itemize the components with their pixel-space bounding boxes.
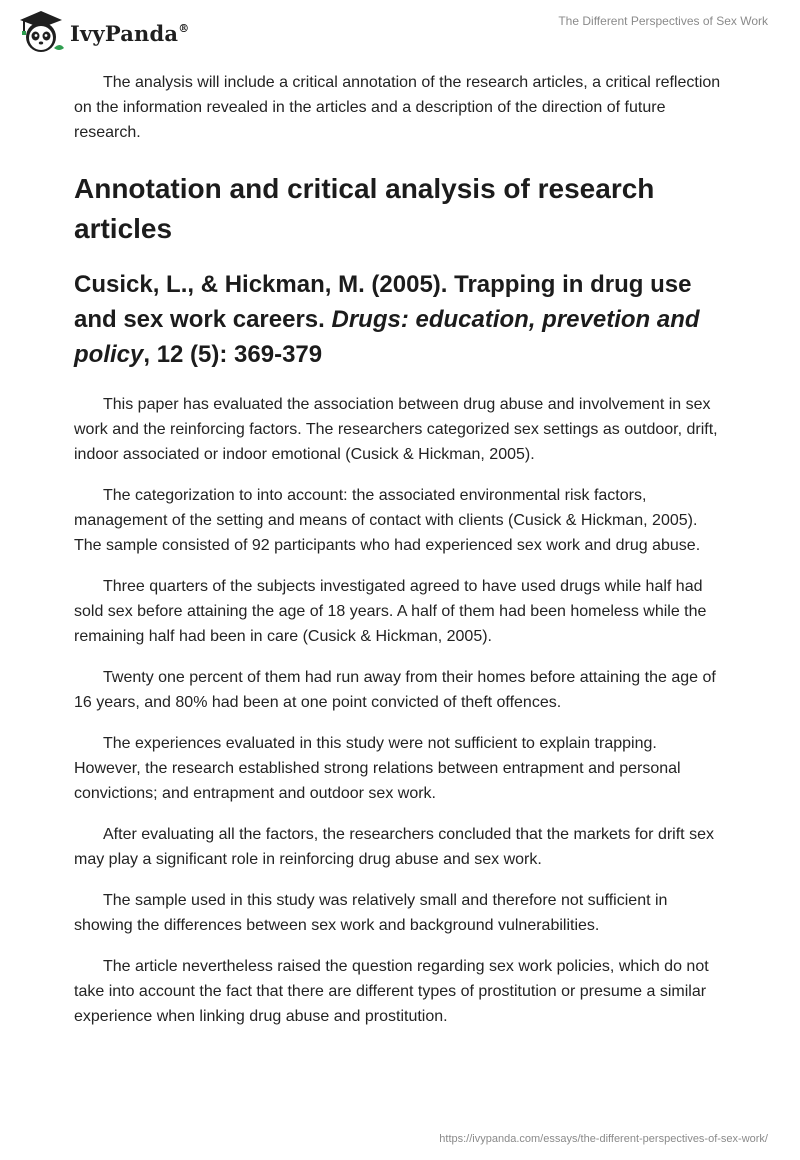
body-paragraph: The experiences evaluated in this study were not sufficient to explain trapping. However, the research established strong relations between entrapment and personal convictions; and entrapment and outdoor sex work. [74,735,681,802]
reference-authors-title: Cusick, L., & Hickman, M. (2005). Trapping in drug use and sex work careers. [74,271,692,333]
reference-journal: Drugs: education, prevetion and policy [74,306,700,368]
body-paragraph: Twenty one percent of them had run away from their homes before attaining the age of 16 years, and 80% had been at one point convicted of theft offences. [74,669,716,711]
reference-volume-pages: , 12 (5): 369-379 [143,341,323,368]
page-header [0,0,800,64]
intro-paragraph: The analysis will include a critical annotation of the research articles, a critical reflection on the information revealed in the articles and a description of the direction of future research. [74,74,721,141]
body-paragraph: This paper has evaluated the association between drug abuse and involvement in sex work and the reinforcing factors. The researchers categorized sex settings as outdoor, drift, indoor associated or indoor emotional (Cusick & Hickman, 2005). [74,396,718,463]
body-paragraph: Three quarters of the subjects investigated agreed to have used drugs while half had sold sex before attaining the age of 18 years. A half of them had been homeless while the remaining half had been in care (Cusick & Hickman, 2005). [74,578,707,645]
section-heading: Annotation and critical analysis of research articles [74,173,655,244]
body-paragraph: After evaluating all the factors, the researchers concluded that the markets for drift sex may play a significant role in reinforcing drug abuse and sex work. [74,826,714,868]
body-paragraph: The sample used in this study was relatively small and therefore not sufficient in showing the differences between sex work and background vulnerabilities. [74,892,668,934]
body-paragraph: The categorization to into account: the associated environmental risk factors, management of the setting and means of contact with clients (Cusick & Hickman, 2005). The sample consisted of 92 participants who had experienced sex work and drug abuse. [74,487,701,554]
essay-body [74,70,726,1045]
running-title: The Different Perspectives of Sex Work [558,14,768,28]
logo-wordmark: IvyPanda® [70,20,190,46]
source-url[interactable]: https://ivypanda.com/essays/the-different-perspectives-of-sex-work/ [439,1133,768,1145]
reference-heading [74,267,726,372]
panda-graduate-icon [14,8,68,56]
ivypanda-logo[interactable] [14,8,189,56]
body-paragraph: The article nevertheless raised the question regarding sex work policies, which do not take into account the fact that there are different types of prostitution or presume a similar experience when linking drug abuse and prostitution. [74,958,709,1025]
